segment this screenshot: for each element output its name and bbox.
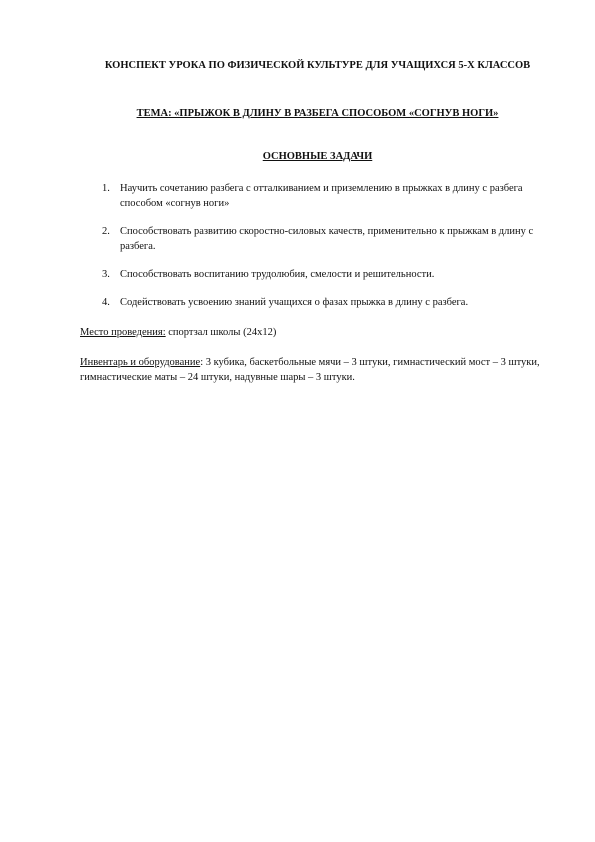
- task-item: [80, 267, 550, 282]
- task-number: 1.: [102, 183, 110, 194]
- task-text: Способствовать развитию скоростно-силовых качеств, применительно к прыжкам в длину с разбега.: [120, 226, 534, 252]
- lesson-topic: ТЕМА: «ПРЫЖОК В ДЛИНУ В РАЗБЕГА СПОСОБОМ «СОГНУВ НОГИ»: [136, 108, 499, 119]
- task-text: Содействовать усвоению знаний учащихся о фазах прыжка в длину с разбега.: [120, 297, 469, 308]
- task-text: Способствовать воспитанию трудолюбия, смелости и решительности.: [120, 269, 435, 280]
- place-value: спортзал школы (24х12): [165, 327, 277, 338]
- task-item: [80, 295, 550, 310]
- inventory-label: Инвентарь и оборудование: [80, 357, 201, 368]
- task-list: [80, 181, 550, 323]
- task-item: [80, 224, 550, 254]
- tasks-heading: ОСНОВНЫЕ ЗАДАЧИ: [262, 151, 373, 162]
- lesson-place: [80, 325, 550, 340]
- task-item: [80, 181, 550, 211]
- inventory-value: : 3 кубика, баскетбольные мячи – 3 штуки, гимнастический мост – 3 штуки, гимнастические маты – 24 штуки, надувные шары – 3 штуки.: [80, 357, 540, 383]
- document-title: КОНСПЕКТ УРОКА ПО ФИЗИЧЕСКОЙ КУЛЬТУРЕ ДЛЯ УЧАЩИХСЯ 5-Х КЛАССОВ: [104, 60, 531, 71]
- task-text: Научить сочетанию разбега с отталкиванием и приземлению в прыжках в длину с разбега способом «согнув ноги»: [120, 183, 523, 209]
- lesson-inventory: [80, 355, 550, 385]
- task-number: 2.: [102, 226, 110, 237]
- task-number: 4.: [102, 297, 110, 308]
- place-label: Место проведения:: [80, 327, 166, 338]
- task-number: 3.: [102, 269, 110, 280]
